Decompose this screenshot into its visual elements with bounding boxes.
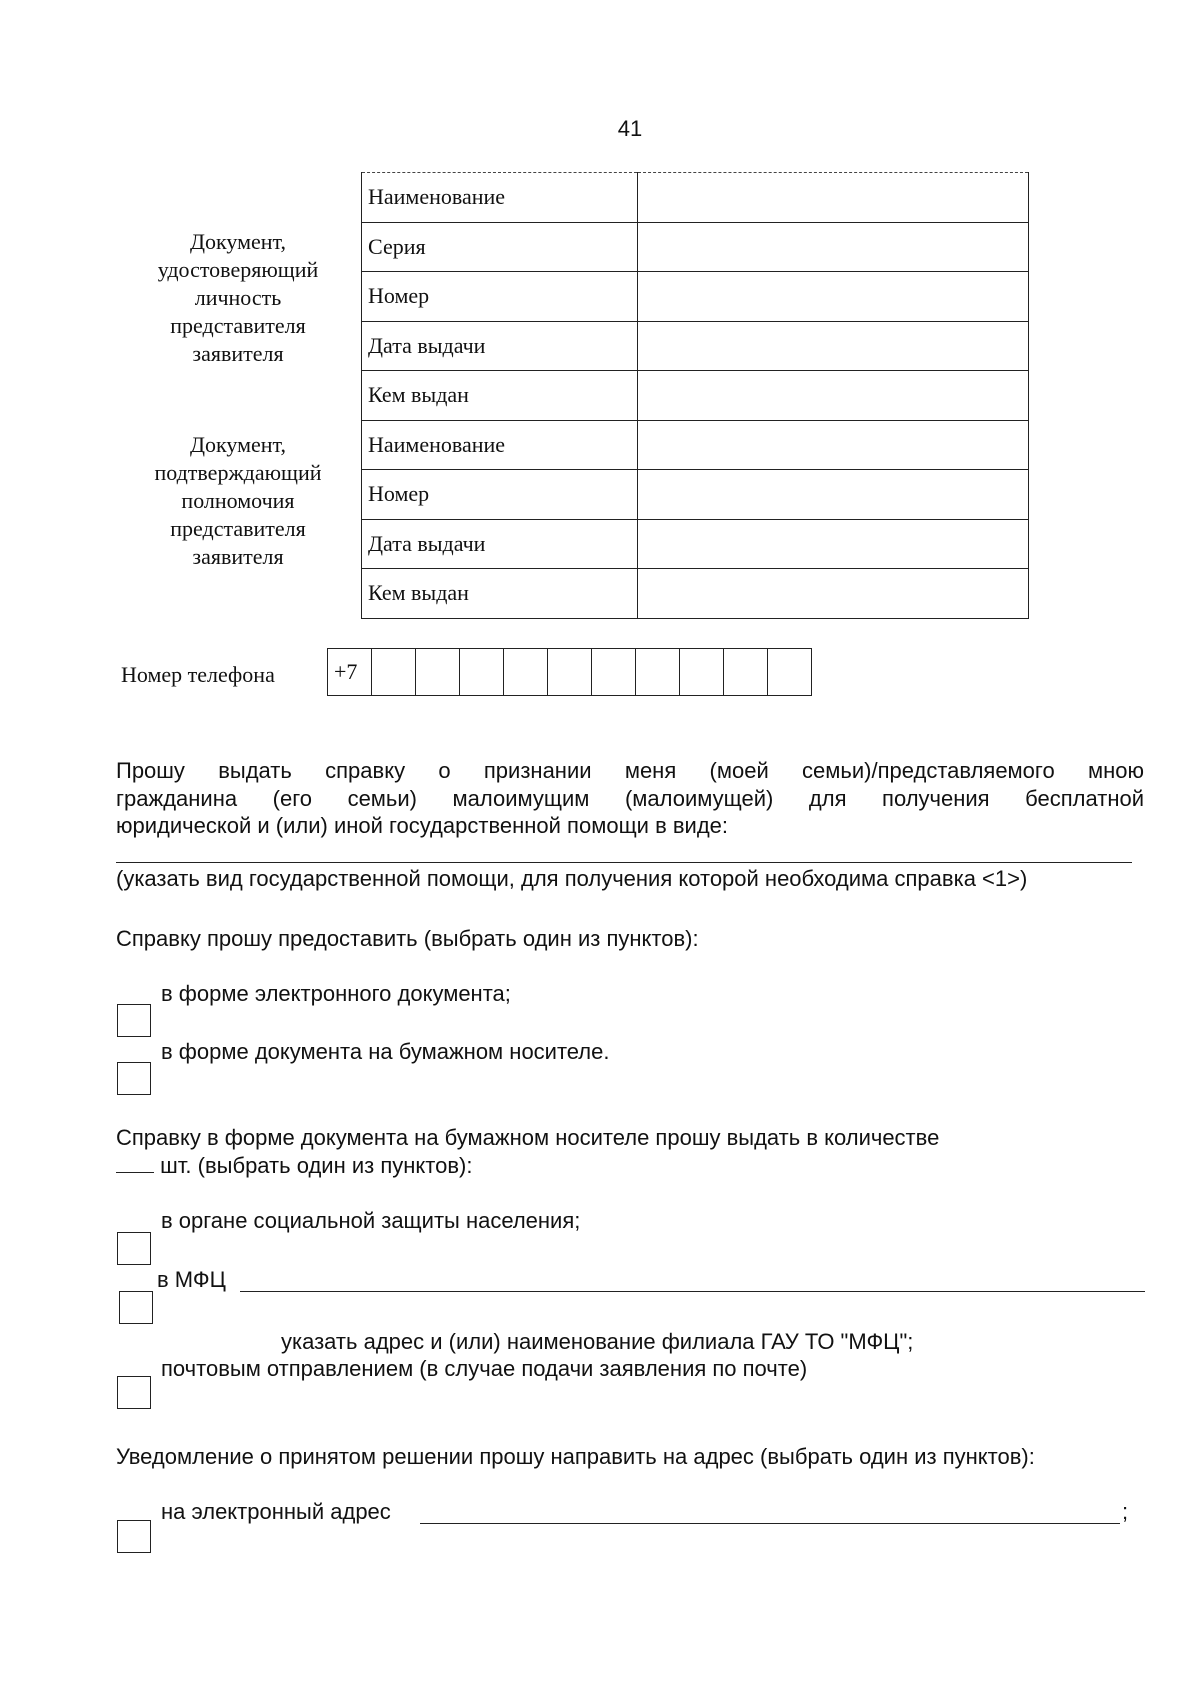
- assistance-type-field[interactable]: [116, 862, 1132, 863]
- table-row: [362, 470, 1029, 520]
- table-row: [362, 222, 1029, 272]
- field-value-input[interactable]: [638, 272, 1029, 322]
- table-row: [362, 272, 1029, 322]
- field-label: Наименование: [362, 420, 638, 470]
- identity-document-label: Документ, удостоверяющий личность представителя заявителя: [157, 229, 319, 366]
- field-value-input[interactable]: [638, 470, 1029, 520]
- paper-format-label: в форме документа на бумажном носителе.: [161, 1039, 610, 1064]
- phone-digit-box[interactable]: [635, 648, 680, 696]
- request-line-1: Прошу выдать справку о признании меня (моей семьи)/представляемого мною: [116, 758, 1144, 783]
- field-label: Дата выдачи: [362, 321, 638, 371]
- post-delivery-label: почтовым отправлением (в случае подачи заявления по почте): [161, 1356, 808, 1381]
- paper-delivery-heading: Справку в форме документа на бумажном носителе прошу выдать в количестве: [116, 1125, 940, 1150]
- phone-label: Номер телефона: [121, 662, 275, 687]
- field-label: Серия: [362, 222, 638, 272]
- phone-digit-box[interactable]: [547, 648, 592, 696]
- field-label: Номер: [362, 470, 638, 520]
- table-row: [362, 173, 1029, 223]
- phone-digit-box[interactable]: [723, 648, 768, 696]
- assistance-type-hint: (указать вид государственной помощи, для получения которой необходима справка <1>): [116, 866, 1028, 891]
- electronic-format-label: в форме электронного документа;: [161, 981, 511, 1006]
- format-choice-heading: Справку прошу предоставить (выбрать один из пунктов):: [116, 926, 699, 951]
- phone-digit-box[interactable]: [591, 648, 636, 696]
- field-value-input[interactable]: [638, 371, 1029, 421]
- phone-digit-box[interactable]: [415, 648, 460, 696]
- field-label: Номер: [362, 272, 638, 322]
- copies-count-field[interactable]: [116, 1154, 154, 1173]
- request-line-2: гражданина (его семьи) малоимущим (малоимущей) для получения бесплатной: [116, 785, 1144, 811]
- field-label: Кем выдан: [362, 569, 638, 619]
- notification-heading: Уведомление о принятом решении прошу направить на адрес (выбрать один из пунктов):: [116, 1444, 1035, 1469]
- post-delivery-checkbox[interactable]: [117, 1376, 151, 1409]
- phone-digit-box[interactable]: [767, 648, 812, 696]
- email-notification-label: на электронный адрес: [161, 1499, 391, 1524]
- field-label: Наименование: [362, 173, 638, 223]
- email-terminator: ;: [1122, 1499, 1129, 1524]
- social-protection-label: в органе социальной защиты населения;: [161, 1208, 581, 1233]
- social-protection-checkbox[interactable]: [117, 1232, 151, 1265]
- table-row: [362, 519, 1029, 569]
- table-row: [362, 371, 1029, 421]
- representative-documents-table: [361, 172, 1029, 619]
- paper-delivery-heading-2-text: шт. (выбрать один из пунктов):: [160, 1153, 473, 1178]
- mfc-address-hint: указать адрес и (или) наименование филиала ГАУ ТО "МФЦ";: [281, 1329, 914, 1354]
- paper-format-checkbox[interactable]: [117, 1062, 151, 1095]
- field-value-input[interactable]: [638, 569, 1029, 619]
- phone-number-boxes: [327, 648, 812, 696]
- field-value-input[interactable]: [638, 173, 1029, 223]
- paper-delivery-heading-2: [116, 1152, 1144, 1180]
- mfc-label: в МФЦ: [157, 1267, 226, 1292]
- field-value-input[interactable]: [638, 222, 1029, 272]
- field-value-input[interactable]: [638, 519, 1029, 569]
- request-line-3: юридической и (или) иной государственной помощи в виде:: [116, 813, 729, 838]
- phone-digit-box[interactable]: [679, 648, 724, 696]
- field-label: Кем выдан: [362, 371, 638, 421]
- phone-digit-box[interactable]: [371, 648, 416, 696]
- table-row: [362, 420, 1029, 470]
- email-notification-checkbox[interactable]: [117, 1520, 151, 1553]
- field-label: Дата выдачи: [362, 519, 638, 569]
- table-row: [362, 569, 1029, 619]
- mfc-address-field[interactable]: [240, 1291, 1145, 1292]
- electronic-format-checkbox[interactable]: [117, 1004, 151, 1037]
- phone-digit-box[interactable]: [503, 648, 548, 696]
- authority-document-label: Документ, подтверждающий полномочия представителя заявителя: [154, 432, 322, 569]
- phone-prefix: +7: [327, 648, 372, 696]
- page-number: 41: [617, 116, 643, 141]
- email-address-field[interactable]: [420, 1523, 1120, 1524]
- mfc-checkbox[interactable]: [119, 1291, 153, 1324]
- table-row: [362, 321, 1029, 371]
- phone-digit-box[interactable]: [459, 648, 504, 696]
- field-value-input[interactable]: [638, 321, 1029, 371]
- field-value-input[interactable]: [638, 420, 1029, 470]
- request-paragraph: [116, 757, 1144, 840]
